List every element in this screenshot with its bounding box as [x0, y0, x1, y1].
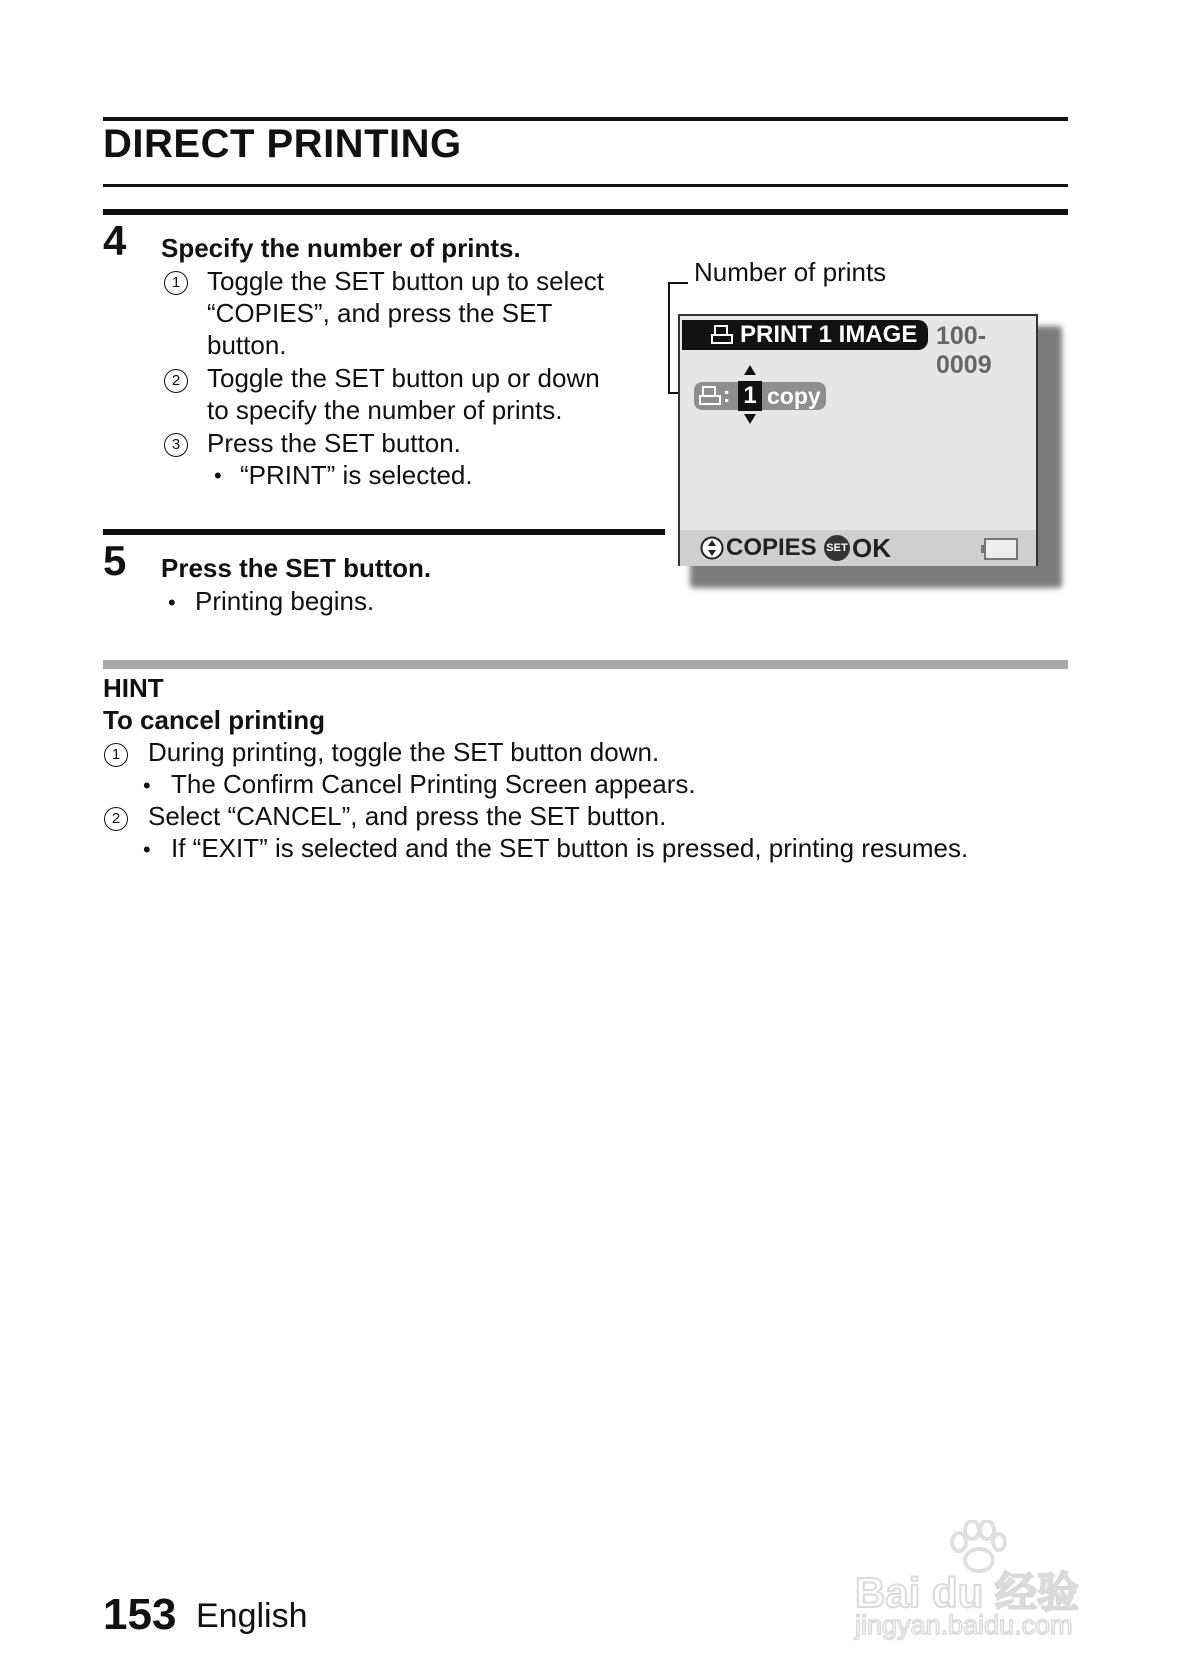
- step4-item3-marker: 3: [164, 433, 188, 457]
- step4-sub-bullet: “PRINT” is selected.: [240, 460, 473, 490]
- step4-item1-line1: Toggle the SET button up to select: [207, 266, 605, 296]
- file-number: 100-0009: [936, 322, 992, 379]
- copies-colon: :: [723, 382, 731, 407]
- hint-item1-marker: 1: [104, 743, 128, 767]
- top-rule: [103, 117, 1068, 121]
- hint-item2-bullet: If “EXIT” is selected and the SET button is pressed, printing resumes.: [171, 833, 969, 863]
- bottom-ok-label: OK: [852, 533, 891, 563]
- step5-rule: [103, 529, 665, 535]
- copies-value: 1: [738, 381, 762, 411]
- screen-title: PRINT 1 IMAGE: [740, 321, 918, 348]
- step-4-heading: Specify the number of prints.: [161, 233, 521, 263]
- printer-icon: [710, 325, 734, 345]
- bullet-dot: •: [143, 773, 151, 798]
- hint-subtitle: To cancel printing: [103, 705, 325, 735]
- step5-bullet: Printing begins.: [195, 586, 375, 616]
- hint-item1-text: During printing, toggle the SET button down.: [148, 737, 660, 767]
- camera-screen: [678, 314, 1038, 566]
- callout-leader-horizontal: [668, 282, 688, 284]
- callout-leader-vertical: [668, 282, 670, 394]
- printer-icon: [699, 386, 721, 406]
- step-5-heading: Press the SET button.: [161, 553, 432, 583]
- bullet-dot: •: [168, 590, 176, 615]
- step4-item2-line1: Toggle the SET button up or down: [207, 363, 600, 393]
- callout-label: Number of prints: [694, 257, 887, 287]
- step4-item2-line2: to specify the number of prints.: [207, 395, 563, 425]
- copies-unit: copy: [767, 383, 821, 409]
- step4-item2-marker: 2: [164, 369, 188, 393]
- screen-title-bar: [682, 320, 928, 350]
- title-underline: [103, 184, 1068, 187]
- hint-item2-marker: 2: [104, 807, 128, 831]
- step-4-number: 4: [103, 217, 127, 264]
- set-icon-label: SET: [826, 542, 848, 554]
- page-language: English: [196, 1597, 308, 1635]
- bullet-dot: •: [214, 463, 222, 488]
- battery-icon: [980, 538, 1020, 560]
- bullet-dot: •: [143, 837, 151, 862]
- set-button-icon: [824, 535, 850, 561]
- copies-selector[interactable]: [694, 382, 826, 410]
- toggle-updown-icon: [700, 536, 724, 560]
- watermark-logo: [855, 1520, 1135, 1640]
- page-number: 153: [103, 1590, 177, 1639]
- screen-bottom-bar: [680, 530, 1036, 566]
- arrow-down-icon: [743, 413, 757, 425]
- hint-item2-text: Select “CANCEL”, and press the SET button.: [148, 801, 667, 831]
- step4-item1-line2: “COPIES”, and press the SET: [207, 298, 553, 328]
- watermark-brand: Bai du 经验: [855, 1569, 1080, 1616]
- bottom-copies-label: COPIES: [726, 534, 817, 561]
- step4-item1-marker: 1: [164, 271, 188, 295]
- hint-label: HINT: [103, 673, 164, 703]
- hint-divider: [103, 660, 1068, 669]
- hint-item1-bullet: The Confirm Cancel Printing Screen appears.: [171, 769, 696, 799]
- step4-item3-line1: Press the SET button.: [207, 428, 461, 458]
- arrow-up-icon: [743, 364, 757, 376]
- step-5-number: 5: [103, 537, 127, 584]
- watermark-url: jingyan.baidu.com: [855, 1610, 1073, 1640]
- page-title: DIRECT PRINTING: [103, 122, 462, 166]
- step4-rule: [103, 209, 1068, 215]
- step4-item1-line3: button.: [207, 330, 287, 360]
